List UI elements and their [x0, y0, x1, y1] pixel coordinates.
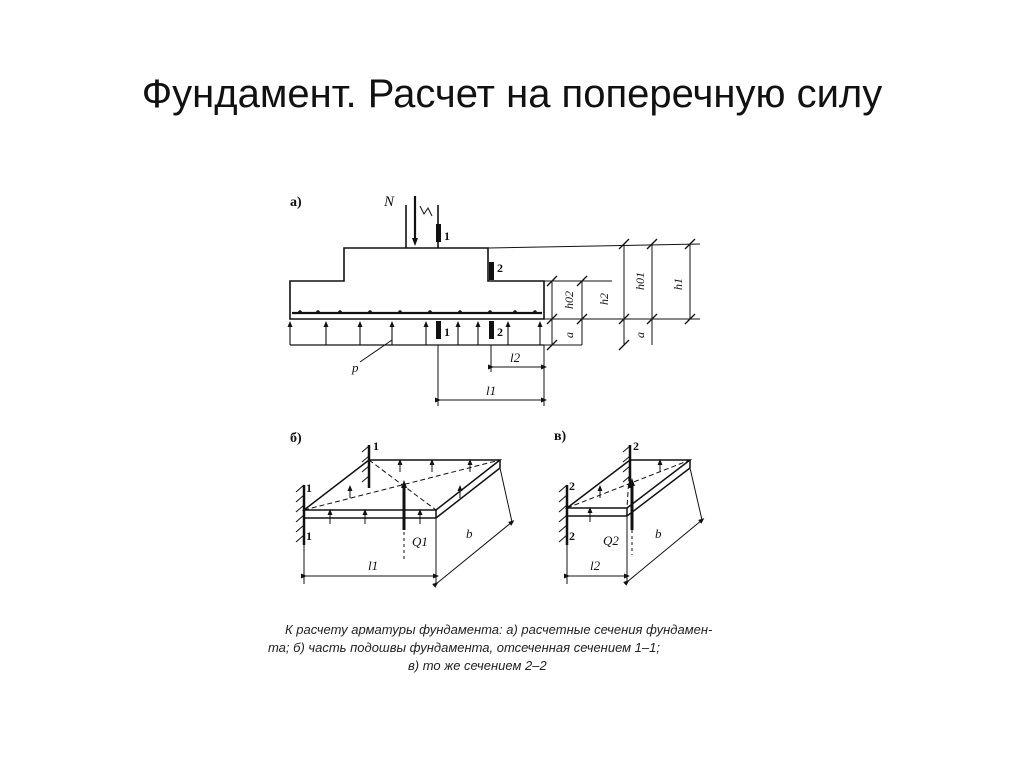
dim-h01-label: h01 [633, 272, 647, 290]
force-q2-label: Q2 [603, 533, 619, 548]
section-2-label-bottom: 2 [497, 325, 503, 339]
force-q1-label: Q1 [412, 534, 428, 549]
section-2-mark-top [489, 262, 494, 280]
caption-line-3: в) то же сечением 2–2 [408, 658, 547, 673]
section-2-label-top: 2 [497, 261, 503, 275]
panel-b [296, 445, 512, 584]
caption-line-1: К расчету арматуры фундамента: а) расчетные сечения фундамен- [285, 622, 713, 637]
panel-b-section-top: 1 [373, 439, 379, 453]
dim-h02-label: h02 [562, 291, 576, 309]
panel-b-section-bottom: 1 [306, 529, 312, 543]
panel-v-section-bottom: 2 [569, 529, 575, 543]
section-1-mark-top [436, 224, 441, 242]
dim-h2-label: h2 [597, 293, 611, 305]
panel-b-l-label: l1 [368, 558, 379, 573]
section-1-mark-bottom [436, 321, 441, 339]
panel-v-section-left: 2 [569, 479, 575, 493]
foundation-outline [290, 248, 544, 319]
panel-v-l-label: l2 [590, 558, 601, 573]
panel-v [559, 445, 702, 584]
panel-a-letter: а) [290, 195, 302, 210]
panel-b-letter: б) [290, 431, 302, 446]
dim-a-label-2: a [633, 332, 647, 338]
dim-h1-label: h1 [671, 278, 685, 290]
panel-b-section-left: 1 [306, 481, 312, 495]
slide-title: Фундамент. Расчет на поперечную силу [141, 72, 883, 116]
panel-b-b-label: b [466, 526, 473, 541]
section-1-label-top: 1 [444, 229, 450, 243]
section-2-mark-bottom [489, 321, 494, 339]
panel-v-letter: в) [554, 429, 567, 444]
dim-l1-label: l1 [486, 383, 497, 398]
force-n-label: N [384, 194, 395, 210]
dim-a-label-1: a [562, 332, 576, 338]
section-1-label-bottom: 1 [444, 325, 450, 339]
panel-v-b-label: b [655, 526, 662, 541]
dim-l2-label: l2 [510, 350, 521, 365]
pressure-label: p [352, 360, 359, 375]
caption-line-2: та; б) часть подошвы фундамента, отсеченная сечением 1–1; [268, 640, 660, 655]
panel-v-section-top: 2 [633, 439, 639, 453]
